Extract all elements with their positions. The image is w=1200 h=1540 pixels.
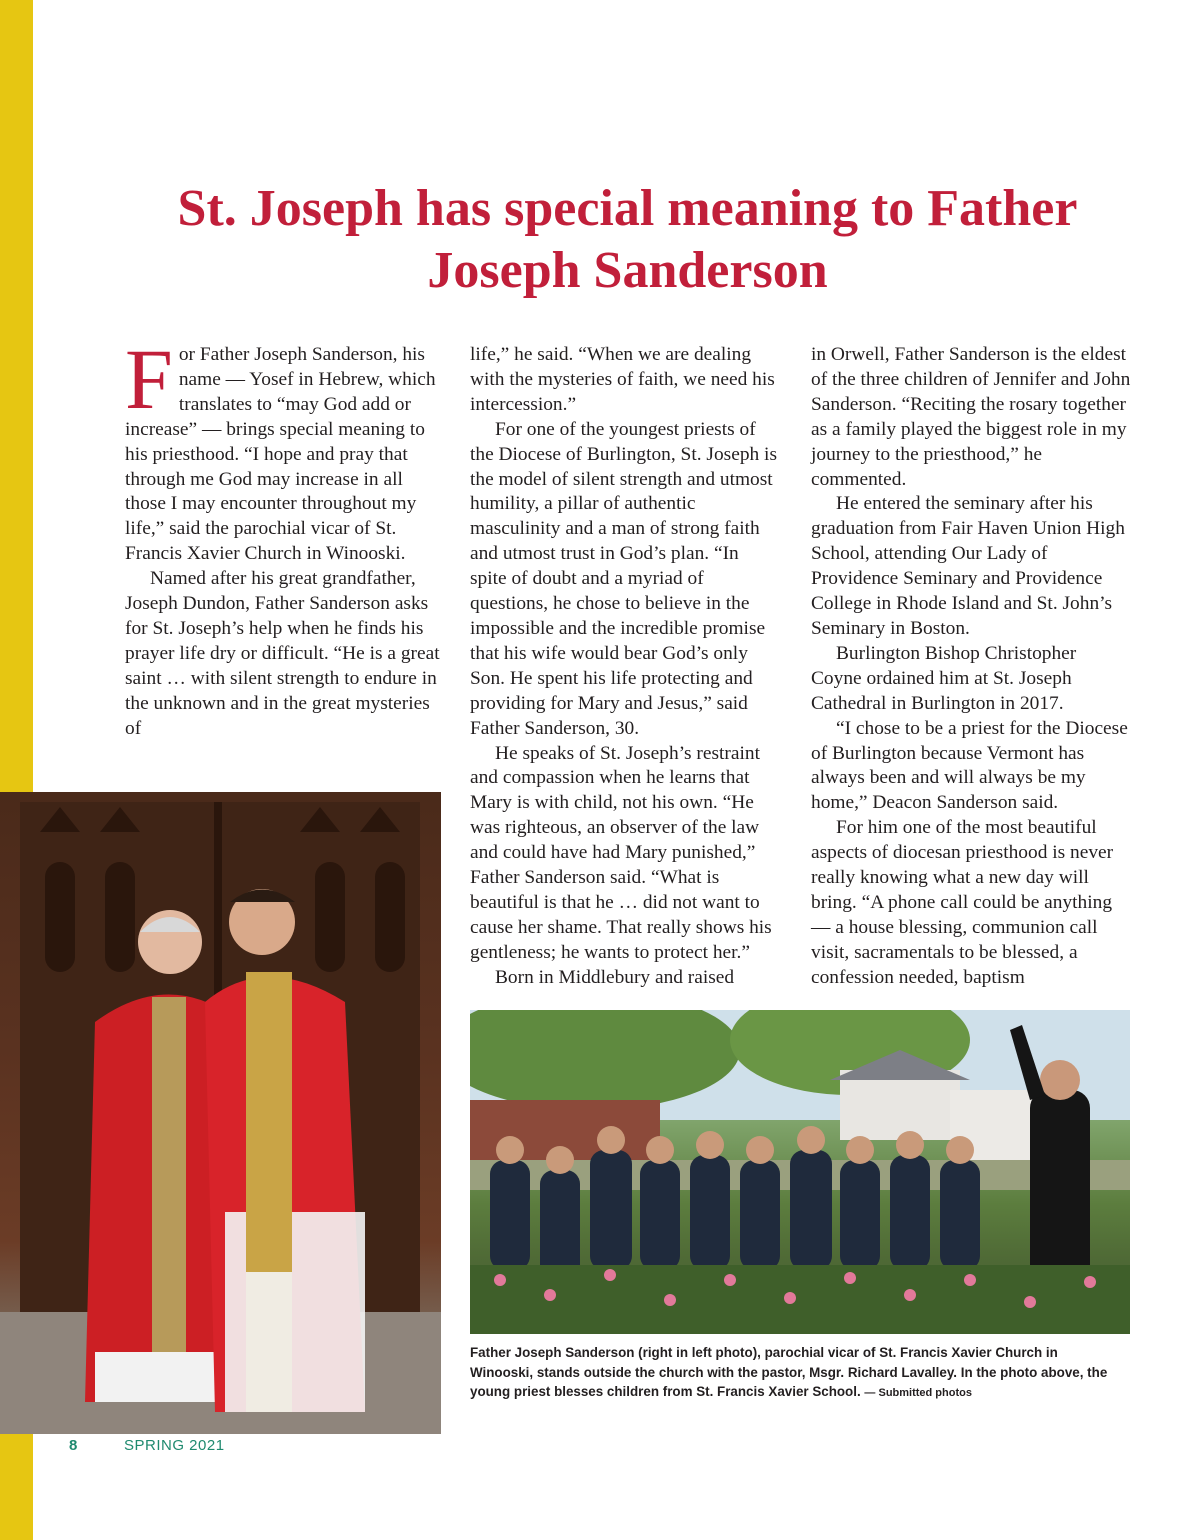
- article-headline: St. Joseph has special meaning to Father Joseph Sanderson: [177, 180, 1078, 299]
- paragraph: in Orwell, Father Sanderson is the eldest of the three children of Jennifer and John Sanderson. “Reciting the rosary together as a family played the biggest role in my journey to the priesthood,” he commented.: [811, 344, 1131, 490]
- photo-credit: — Submitted photos: [864, 1387, 972, 1399]
- paragraph: Burlington Bishop Christopher Coyne ordained him at St. Joseph Cathedral in Burlington in 2017.: [811, 642, 1077, 714]
- article-column-1: [125, 331, 440, 742]
- paragraph-text: or Father Joseph Sanderson, his name — Yosef in Hebrew, which translates to “may God add or increase” — brings special meaning to his priesthood. “I hope and pray that through me God may increase in all those I may encounter throughout my life,” said the parochial vicar of St. Francis Xavier Church in Winooski.: [125, 344, 436, 565]
- paragraph: life,” he said. “When we are dealing with the mysteries of faith, we need his intercession.”: [470, 344, 775, 415]
- photo-caption: [470, 1343, 1120, 1404]
- paragraph: Born in Middlebury and raised: [495, 966, 735, 988]
- paragraph: [125, 331, 440, 567]
- photo-priests-at-church-door: [0, 792, 441, 1434]
- photo-priest-blessing-children: [470, 1010, 1130, 1334]
- issue-label: SPRING 2021: [124, 1437, 225, 1454]
- photo-illustration: [470, 1010, 1130, 1334]
- caption-text: Father Joseph Sanderson (right in left photo), parochial vicar of St. Francis Xavier Church in Winooski, stands outside the church with the pastor, Msgr. Richard Lavalley. In the photo above, the young priest blesses children from St. Francis Xavier School.: [470, 1345, 1108, 1399]
- photo-illustration: [0, 792, 441, 1434]
- paragraph: He speaks of St. Joseph’s restraint and compassion when he learns that Mary is with child, not his own. “He was righteous, an observer of the law and could have had Mary punished,” Father Sanderson said. “What is beautiful is that he … did not want to cause her shame. That really shows his gentleness; he wants to protect her.”: [470, 742, 772, 963]
- paragraph: He entered the seminary after his graduation from Fair Haven Union High School, attending Our Lady of Providence Seminary and Providence College in Rhode Island and St. John’s Seminary in Boston.: [811, 493, 1125, 639]
- paragraph: For him one of the most beautiful aspects of diocesan priesthood is never really knowing what a new day will bring. “A phone call could be anything — a house blessing, communion call visit, sacramentals to be blessed, a confession needed, baptism: [811, 817, 1114, 988]
- paragraph: Named after his great grandfather, Joseph Dundon, Father Sanderson asks for St. Joseph’s help when he finds his prayer life dry or difficult. “He is a great saint … with silent strength to endure in the unknown and in the great mysteries of: [125, 568, 440, 739]
- paragraph: For one of the youngest priests of the Diocese of Burlington, St. Joseph is the model of silent strength and utmost humility, a pillar of authentic masculinity and a man of strong faith and utmost trust in God’s plan. “In spite of doubt and a myriad of questions, he chose to believe in the impossible and the incredible promise that his wife would bear God’s only Son. He spent his life protecting and providing for Mary and Jesus,” said Father Sanderson, 30.: [470, 418, 777, 739]
- article-column-3: [811, 343, 1131, 991]
- page-number: 8: [69, 1437, 78, 1454]
- article-column-2: [470, 343, 780, 991]
- paragraph: “I chose to be a priest for the Diocese of Burlington because Vermont has always been and will always be my home,” Deacon Sanderson said.: [811, 717, 1128, 814]
- drop-cap: F: [125, 331, 173, 427]
